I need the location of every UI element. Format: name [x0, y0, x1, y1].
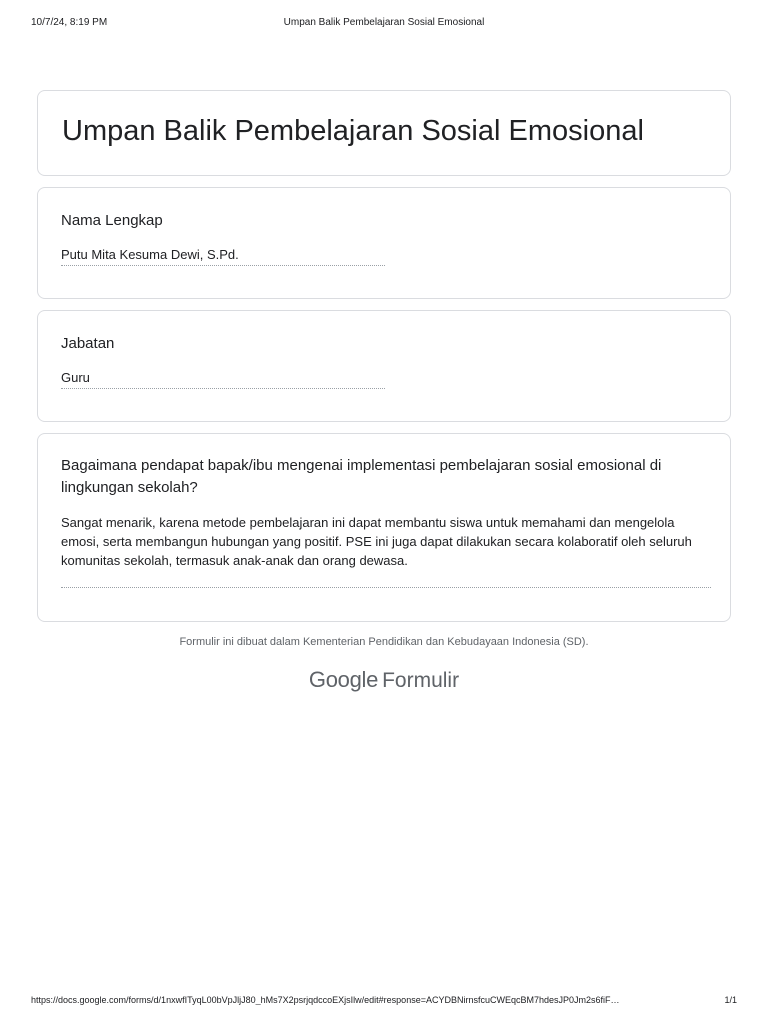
question-card-jabatan — [37, 310, 731, 422]
answer-underline — [61, 587, 711, 588]
print-url: https://docs.google.com/forms/d/1nxwfITyqL00bVpJljJ80_hMs7X2psrjqdccoEXjsIlw/edit#response=ACYDBNirnsfcuCWEqcBM7hdesJP0Jm2s6fiF… — [31, 995, 620, 1005]
question-card-nama-lengkap — [37, 187, 731, 299]
print-page-number: 1/1 — [724, 995, 737, 1005]
answer-text: Putu Mita Kesuma Dewi, S.Pd. — [61, 246, 385, 266]
form-title: Umpan Balik Pembelajaran Sosial Emosional — [62, 115, 644, 147]
google-formulir-logo[interactable] — [0, 667, 768, 693]
answer-paragraph: Sangat menarik, karena metode pembelajaran ini dapat membantu siswa untuk memahami dan mengelola emosi, serta membangun hubungan yang positif. PSE ini juga dapat dilakukan secara kolaboratif oleh seluruh komunitas sekolah, termasuk anak-anak dan orang dewasa. — [61, 515, 692, 568]
brand-product-word: Formulir — [382, 669, 460, 692]
print-footer — [31, 995, 737, 1009]
question-card-pendapat — [37, 433, 731, 622]
brand-google-word: Google — [308, 667, 379, 692]
form-footer-note: Formulir ini dibuat dalam Kementerian Pendidikan dan Kebudayaan Indonesia (SD). — [179, 636, 589, 648]
print-datetime: 10/7/24, 8:19 PM — [31, 17, 108, 28]
print-header — [31, 17, 737, 31]
form-title-card — [37, 90, 731, 176]
answer-text: Guru — [61, 369, 385, 389]
question-title: Nama Lengkap — [61, 212, 163, 229]
print-document-title: Umpan Balik Pembelajaran Sosial Emosional — [283, 17, 485, 28]
question-title: Bagaimana pendapat bapak/ibu mengenai implementasi pembelajaran sosial emosional di lingkungan sekolah? — [61, 457, 662, 496]
question-title: Jabatan — [61, 335, 115, 352]
